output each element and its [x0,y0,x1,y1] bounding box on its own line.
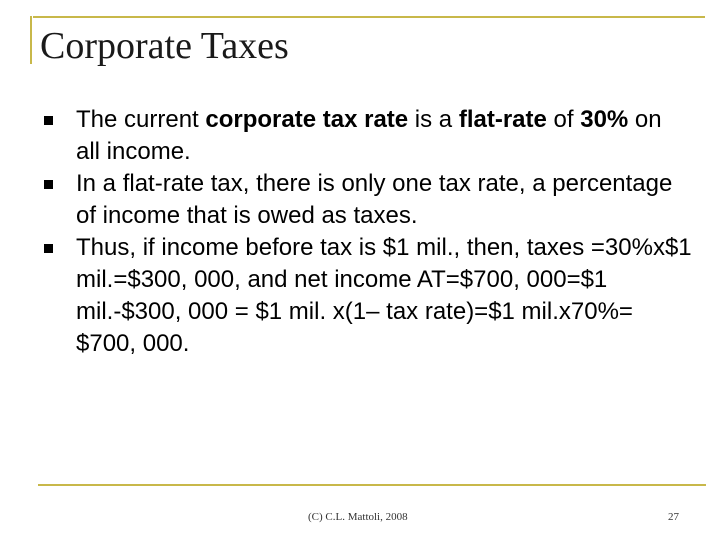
footer-rule [38,484,706,486]
top-rule [33,16,705,18]
bullet-item [42,232,692,360]
page-number: 27 [668,511,679,523]
bullet-text: In a flat-rate tax, there is only one tax rate, a percentage of income that is owed as taxes. [76,170,673,229]
square-bullet-icon [44,116,53,125]
bullet-item [42,104,692,168]
bullet-list [42,104,692,360]
bullet-text: Thus, if income before tax is $1 mil., then, taxes =30%x$1 mil.=$300, 000, and net income AT=$700, 000=$1 mil.-$300, 000 = $1 mil. x(1– tax rate)=$1 mil.x70%= $700, 000. [76,234,692,357]
bullet-text: The current corporate tax rate is a flat-rate of 30% on all income. [76,106,662,165]
square-bullet-icon [44,180,53,189]
left-rule [30,16,32,64]
bullet-item [42,168,692,232]
square-bullet-icon [44,244,53,253]
slide-title: Corporate Taxes [40,25,289,67]
footer-credit: (C) C.L. Mattoli, 2008 [308,511,408,523]
